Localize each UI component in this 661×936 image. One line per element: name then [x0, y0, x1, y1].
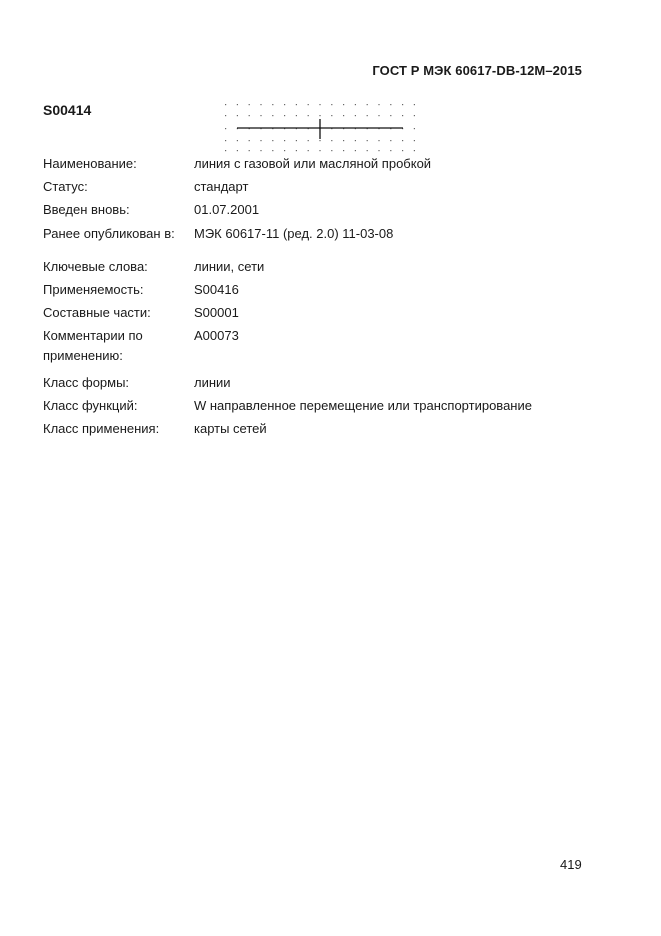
field-value: W направленное перемещение или транспортирование — [194, 397, 532, 413]
field-label: Класс функций: — [43, 397, 138, 413]
field-label: Применяемость: — [43, 281, 144, 297]
field-row-function-class — [43, 396, 603, 419]
field-value: S00001 — [194, 305, 239, 321]
field-value: МЭК 60617-11 (ред. 2.0) 11-03-08 — [194, 225, 394, 241]
field-row-components — [43, 303, 603, 326]
field-value: линии, сети — [194, 258, 265, 274]
page-number: 419 — [560, 857, 582, 872]
field-value: A00073 — [194, 328, 239, 344]
field-row-keywords — [43, 257, 603, 280]
field-label: Статус: — [43, 179, 88, 195]
field-row-previously-published — [43, 224, 603, 247]
attribute-table — [43, 154, 603, 442]
field-label: Наименование: — [43, 156, 137, 171]
line-with-gas-oil-stop-icon — [220, 98, 420, 154]
field-value: S00416 — [194, 281, 239, 297]
field-label: Введен вновь: — [43, 202, 130, 218]
field-label: Класс применения: — [43, 421, 160, 437]
spacer — [43, 247, 603, 257]
symbol-code: S00414 — [43, 102, 92, 118]
field-row-application-notes — [43, 326, 603, 372]
field-label: Составные части: — [43, 305, 151, 321]
document-header: ГОСТ Р МЭК 60617-DB-12M–2015 — [372, 63, 582, 78]
field-value: линии — [194, 374, 231, 390]
field-row-status — [43, 177, 603, 200]
field-row-application-class — [43, 419, 603, 442]
field-label: Класс формы: — [43, 374, 130, 390]
field-value: карты сетей — [194, 421, 267, 437]
field-row-introduced — [43, 200, 603, 223]
field-row-name — [43, 154, 603, 177]
field-row-applicability — [43, 280, 603, 303]
field-value: линия с газовой или масляной пробкой — [194, 156, 432, 171]
field-value: стандарт — [194, 179, 249, 195]
field-row-shape-class — [43, 373, 603, 396]
field-label: Комментарии по применению: — [43, 328, 143, 364]
field-value: 01.07.2001 — [194, 202, 260, 218]
field-label: Ранее опубликован в: — [43, 225, 175, 241]
field-label: Ключевые слова: — [43, 258, 148, 274]
